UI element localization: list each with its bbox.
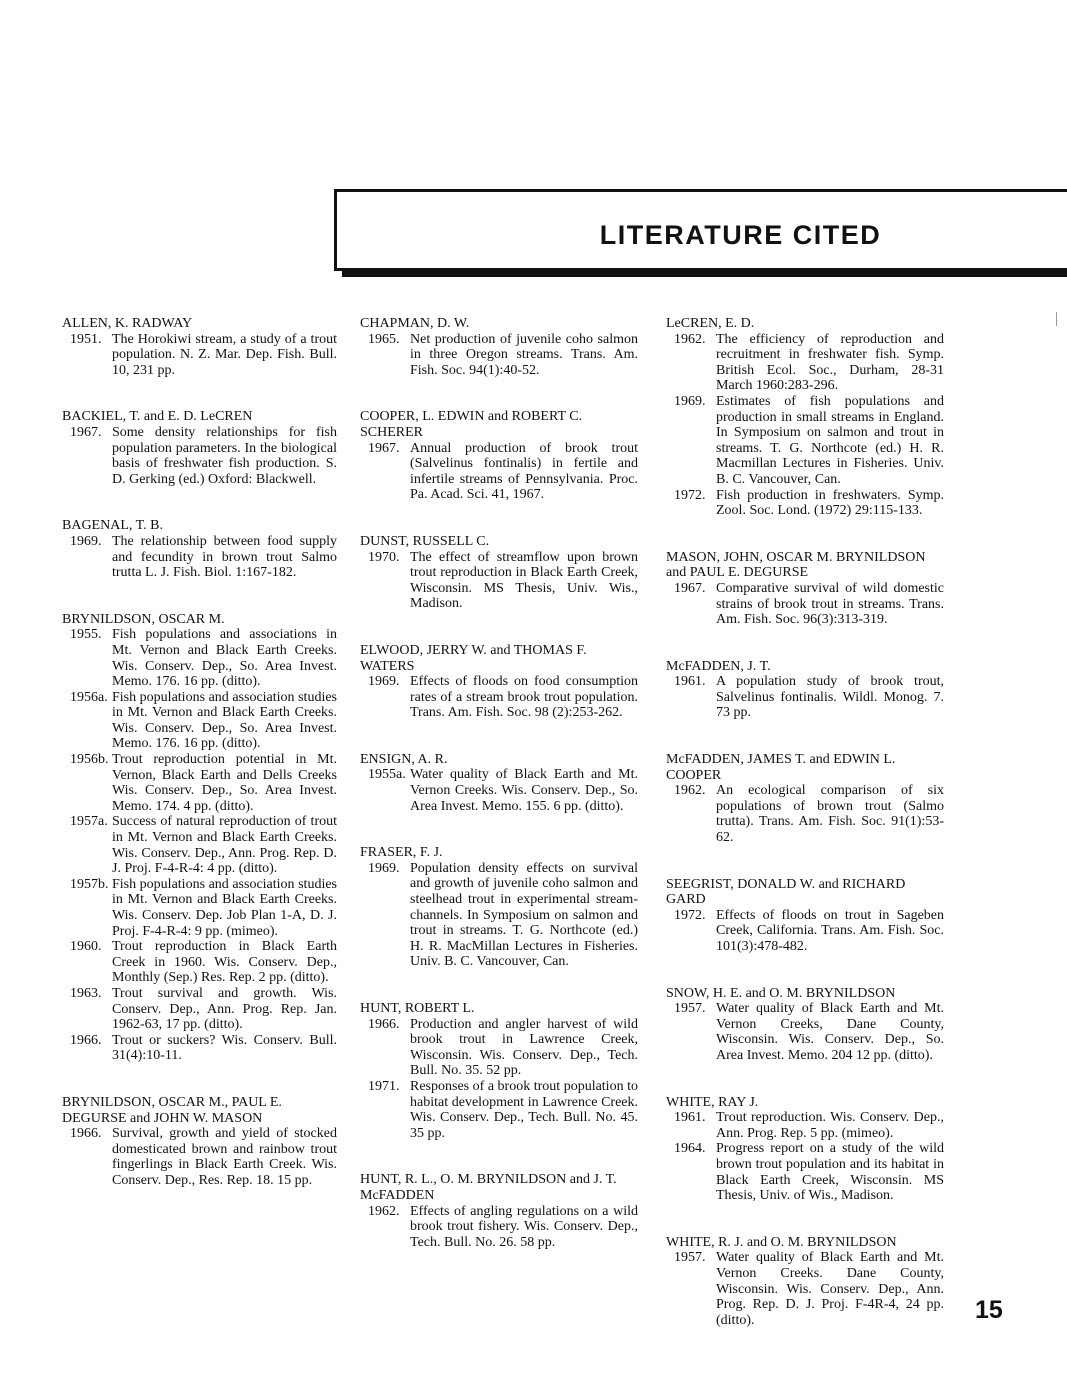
- reference-year: 1966.: [70, 1032, 102, 1048]
- references-column-2: [360, 316, 638, 1281]
- reference-year: 1957.: [674, 1250, 706, 1266]
- reference-year: 1957a.: [70, 814, 108, 830]
- reference-item: [666, 783, 944, 845]
- reference-author: BRYNILDSON, OSCAR M., PAUL E. DEGURSE and JOHN W. MASON: [62, 1094, 282, 1126]
- reference-item: [62, 814, 337, 876]
- reference-entry: [62, 518, 337, 580]
- reference-text: Comparative survival of wild domestic strains of brook trout in streams. Trans. Am. Fish. Soc. 96(3):313-319.: [716, 580, 944, 628]
- reference-author: McFADDEN, JAMES T. and EDWIN L. COOPER: [666, 752, 896, 783]
- reference-author: BAGENAL, T. B.: [62, 518, 163, 534]
- reference-author: DUNST, RUSSELL C.: [360, 533, 490, 549]
- reference-text: Effects of angling regulations on a wild brook trout fishery. Wis. Conserv. Dep., Tech. Bull. No. 26. 58 pp.: [410, 1203, 638, 1250]
- reference-text: Effects of floods on food consumption rates of a stream brook trout population. Trans. Am. Fish. Soc. 98 (2):253-262.: [410, 674, 638, 721]
- reference-year: 1970.: [368, 549, 400, 565]
- reference-item: [62, 690, 337, 752]
- reference-item: [360, 332, 638, 379]
- reference-year: 1964.: [674, 1141, 706, 1157]
- reference-year: 1972.: [674, 487, 706, 503]
- reference-item: [62, 1033, 337, 1064]
- reference-entry: [62, 409, 337, 487]
- reference-text: Trout reproduction potential in Mt. Vernon, Black Earth and Dells Creeks Wis. Conserv. Dep., So. Area Invest. Memo. 174. 4 pp. (ditto).: [112, 752, 337, 814]
- reference-text: Trout or suckers? Wis. Conserv. Bull. 31(4):10-11.: [112, 1032, 337, 1064]
- reference-year: 1967.: [368, 440, 400, 456]
- reference-text: The effect of streamflow upon brown trout reproduction in Black Earth Creek, Wisconsin. MS Thesis, Univ. Wis., Madison.: [410, 549, 638, 612]
- reference-item: [666, 908, 944, 955]
- reference-item: [666, 1110, 944, 1141]
- reference-year: 1955.: [70, 627, 102, 643]
- reference-year: 1961.: [674, 1110, 706, 1126]
- references-column-3: [666, 316, 944, 1359]
- reference-entry: [666, 316, 944, 519]
- reference-text: Progress report on a study of the wild brown trout population and its habitat in Black Earth Creek, Wisconsin. MS Thesis, Univ. of Wis., Madison.: [716, 1141, 944, 1204]
- reference-author: WHITE, RAY J.: [666, 1094, 759, 1110]
- reference-year: 1962.: [674, 783, 706, 799]
- reference-item: [62, 877, 337, 939]
- reference-item: [360, 441, 638, 503]
- reference-entry: [62, 316, 337, 378]
- reference-text: Annual production of brook trout (Salvelinus fontinalis) in fertile and infertile streams of Pennsylvania. Proc. Pa. Acad. Sci. 41, 1967.: [410, 440, 638, 503]
- reference-item: [62, 1126, 337, 1188]
- reference-year: 1960.: [70, 939, 102, 955]
- reference-author: FRASER, F. J.: [360, 845, 443, 861]
- reference-year: 1966.: [70, 1126, 102, 1142]
- reference-author: ELWOOD, JERRY W. and THOMAS F. WATERS: [360, 642, 587, 674]
- reference-entry: [666, 1235, 944, 1329]
- reference-author: SEEGRIST, DONALD W. and RICHARD GARD: [666, 876, 906, 908]
- reference-author: HUNT, R. L., O. M. BRYNILDSON and J. T. McFADDEN: [360, 1172, 617, 1203]
- reference-text: Responses of a brook trout population to habitat development in Lawrence Creek. Wis. Conserv. Dep., Tech. Bull. No. 45. 35 pp.: [410, 1078, 638, 1141]
- reference-year: 1962.: [368, 1203, 400, 1219]
- reference-entry: [360, 534, 638, 612]
- reference-item: [666, 674, 944, 721]
- reference-year: 1967.: [70, 424, 102, 440]
- reference-author: BRYNILDSON, OSCAR M.: [62, 611, 225, 627]
- reference-text: Water quality of Black Earth and Mt. Vernon Creeks, Dane County, Wisconsin. Wis. Conserv. Dep., So. Area Invest. Memo. 204 12 pp. (ditto).: [716, 1001, 944, 1063]
- reference-item: [666, 488, 944, 519]
- reference-item: [360, 1079, 638, 1141]
- reference-text: A population study of brook trout, Salvelinus fontinalis. Wildl. Monog. 7. 73 pp.: [716, 674, 944, 721]
- reference-year: 1969.: [368, 674, 400, 690]
- reference-author: COOPER, L. EDWIN and ROBERT C. SCHERER: [360, 409, 583, 440]
- reference-text: Fish populations and association studies in Mt. Vernon and Black Earth Creeks. Wis. Conserv. Dep., So. Area Invest. Memo. 176. 16 pp. (ditto).: [112, 689, 337, 752]
- reference-text: Fish production in freshwaters. Symp. Zool. Soc. Lond. (1972) 29:115-133.: [716, 487, 944, 519]
- reference-item: [666, 332, 944, 394]
- reference-year: 1969.: [674, 393, 706, 409]
- reference-item: [666, 1141, 944, 1203]
- reference-year: 1966.: [368, 1016, 400, 1032]
- reference-entry: [360, 752, 638, 814]
- reference-item: [62, 986, 337, 1033]
- reference-entry: [360, 845, 638, 970]
- reference-author: LeCREN, E. D.: [666, 316, 755, 331]
- reference-item: [62, 752, 337, 814]
- reference-text: Some density relationships for fish population parameters. In the biological basis of freshwater fish production. S. D. Gerking (ed.) Oxford: Blackwell.: [112, 424, 337, 487]
- reference-text: The relationship between food supply and fecundity in brown trout Salmo trutta L. J. Fish. Biol. 1:167-182.: [112, 533, 337, 581]
- reference-entry: [666, 877, 944, 955]
- reference-year: 1969.: [368, 860, 400, 876]
- reference-entry: [666, 659, 944, 721]
- reference-item: [360, 861, 638, 970]
- reference-text: Fish populations and associations in Mt. Vernon and Black Earth Creeks. Wis. Conserv. Dep., So. Area Invest. Memo. 176. 16 pp. (ditto).: [112, 627, 337, 690]
- reference-text: The Horokiwi stream, a study of a trout population. N. Z. Mar. Dep. Fish. Bull. 10, 231 pp.: [112, 331, 337, 378]
- reference-year: 1967.: [674, 580, 706, 596]
- reference-author: SNOW, H. E. and O. M. BRYNILDSON: [666, 985, 896, 1001]
- reference-year: 1972.: [674, 907, 706, 923]
- reference-author: CHAPMAN, D. W.: [360, 316, 470, 331]
- reference-year: 1951.: [70, 331, 102, 347]
- reference-year: 1957b.: [70, 876, 109, 892]
- section-header-box: [334, 189, 1067, 271]
- reference-item: [666, 394, 944, 488]
- reference-item: [62, 425, 337, 487]
- reference-entry: [360, 643, 638, 721]
- reference-item: [666, 581, 944, 628]
- reference-text: Net production of juvenile coho salmon in three Oregon streams. Trans. Am. Fish. Soc. 94(1):40-52.: [410, 331, 638, 378]
- header-shadow-rule: [342, 271, 1067, 277]
- reference-text: Production and angler harvest of wild brook trout in Lawrence Creek, Wisconsin. Wis. Conserv. Dep., Tech. Bull. No. 35. 52 pp.: [410, 1016, 638, 1079]
- reference-item: [62, 534, 337, 581]
- reference-entry: [666, 550, 944, 628]
- reference-author: ALLEN, K. RADWAY: [62, 316, 193, 331]
- page-number: 15: [975, 1296, 1003, 1324]
- reference-entry: [360, 409, 638, 503]
- reference-year: 1955a.: [368, 767, 406, 783]
- reference-text: An ecological comparison of six populations of brown trout (Salmo trutta). Trans. Am. Fish. Soc. 91(1):53-62.: [716, 783, 944, 846]
- reference-item: [360, 1017, 638, 1079]
- reference-year: 1962.: [674, 331, 706, 347]
- reference-item: [360, 767, 638, 814]
- reference-entry: [360, 316, 638, 378]
- reference-item: [666, 1250, 944, 1328]
- reference-text: Population density effects on survival and growth of juvenile coho salmon and steelhead trout in experimental stream-channels. In Symposium on salmon and trout in streams. T. G. Northcote (ed.) H. R. MacMillan Lectures in Fisheries. Univ. B. C. Vancouver, Can.: [410, 860, 638, 970]
- reference-author: WHITE, R. J. and O. M. BRYNILDSON: [666, 1234, 897, 1250]
- reference-text: Estimates of fish populations and production in small streams in England. In Symposium on salmon and trout in streams. T. G. Northcote (ed.) H. R. Macmillan Lectures in Fisheries. Univ. B. C. Vancouver, Can.: [716, 393, 944, 487]
- reference-text: Success of natural reproduction of trout in Mt. Vernon and Black Earth Creeks. Wis. Conserv. Dep., Ann. Prog. Rep. D. J. Proj. F-4-R-4: 4 pp. (ditto).: [112, 814, 337, 877]
- reference-text: Trout reproduction in Black Earth Creek in 1960. Wis. Conserv. Dep., Monthly (Sep.) Res. Rep. 2 pp. (ditto).: [112, 939, 337, 986]
- reference-text: Survival, growth and yield of stocked domesticated brown and rainbow trout fingerlings in Black Earth Creek. Wis. Conserv. Dep., Res. Rep. 18. 15 pp.: [112, 1126, 337, 1188]
- reference-item: [62, 939, 337, 986]
- reference-entry: [666, 1095, 944, 1204]
- section-title: LITERATURE CITED: [599, 220, 882, 250]
- reference-item: [360, 674, 638, 721]
- reference-entry: [360, 1001, 638, 1141]
- reference-item: [360, 550, 638, 612]
- reference-item: [62, 332, 337, 379]
- reference-year: 1971.: [368, 1078, 400, 1094]
- reference-text: Fish populations and association studies in Mt. Vernon and Black Earth Creeks. Wis. Conserv. Dep. Job Plan 1-A, D. J. Proj. F-4-R-4: 9 pp. (mimeo).: [112, 876, 337, 939]
- reference-author: ENSIGN, A. R.: [360, 751, 448, 767]
- reference-text: Water quality of Black Earth and Mt. Vernon Creeks. Wis. Conserv. Dep., So. Area Invest. Memo. 155. 6 pp. (ditto).: [410, 767, 638, 814]
- reference-text: Trout survival and growth. Wis. Conserv. Dep., Ann. Prog. Rep. Jan. 1962-63, 17 pp. (ditto).: [112, 985, 337, 1033]
- reference-text: The efficiency of reproduction and recruitment in freshwater fish. Symp. British Ecol. Soc., Durham, 28-31 March 1960:283-296.: [716, 331, 944, 394]
- reference-entry: [360, 1172, 638, 1250]
- reference-year: 1965.: [368, 331, 400, 347]
- reference-text: Effects of floods on trout in Sageben Creek, California. Trans. Am. Fish. Soc. 101(3):478-482.: [716, 907, 944, 954]
- reference-author: McFADDEN, J. T.: [666, 658, 771, 674]
- reference-entry: [666, 752, 944, 846]
- reference-year: 1957.: [674, 1001, 706, 1017]
- reference-year: 1956a.: [70, 689, 108, 705]
- reference-text: Trout reproduction. Wis. Conserv. Dep., Ann. Prog. Rep. 5 pp. (mimeo).: [716, 1110, 944, 1141]
- reference-year: 1961.: [674, 674, 706, 690]
- reference-item: [360, 1204, 638, 1251]
- reference-item: [666, 1001, 944, 1063]
- reference-item: [62, 627, 337, 689]
- reference-author: BACKIEL, T. and E. D. LeCREN: [62, 409, 253, 425]
- reference-text: Water quality of Black Earth and Mt. Vernon Creeks. Dane County, Wisconsin. Wis. Conserv. Dep., Ann. Prog. Rep. D. J. Proj. F-4R-4, 24 pp. (ditto).: [716, 1250, 944, 1328]
- reference-year: 1963.: [70, 985, 102, 1001]
- reference-author: HUNT, ROBERT L.: [360, 1001, 475, 1016]
- reference-year: 1956b.: [70, 752, 109, 768]
- reference-entry: [62, 612, 337, 1064]
- reference-author: MASON, JOHN, OSCAR M. BRYNILDSON and PAUL E. DEGURSE: [666, 549, 926, 581]
- reference-year: 1969.: [70, 533, 102, 549]
- reference-entry: [62, 1095, 337, 1189]
- margin-mark: [1056, 312, 1057, 326]
- references-column-1: [62, 316, 337, 1220]
- reference-entry: [666, 986, 944, 1064]
